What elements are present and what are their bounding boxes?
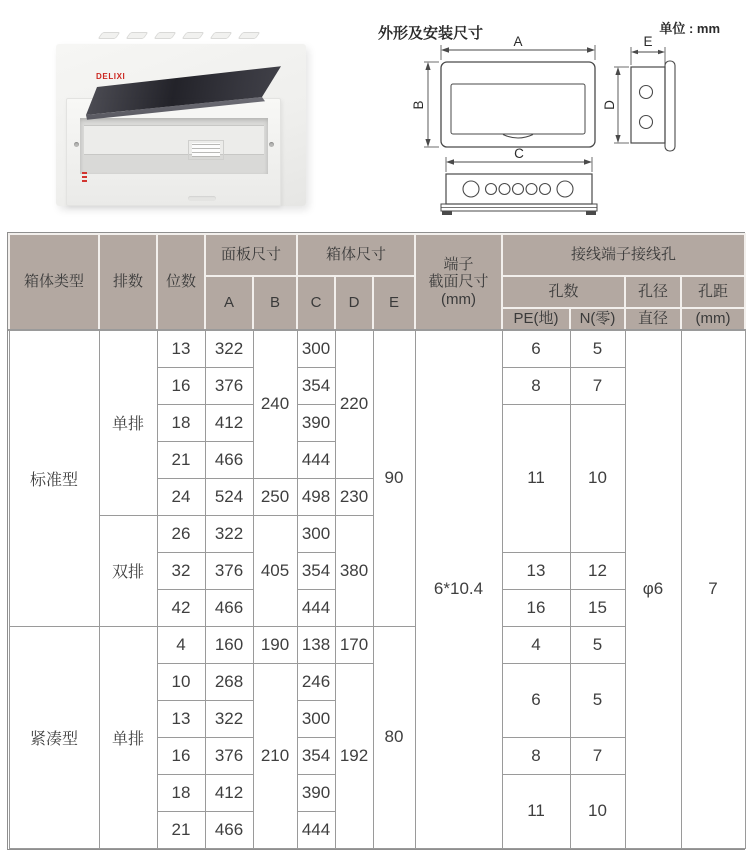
header-box-type: 箱体类型	[9, 234, 99, 330]
dimension-d	[602, 67, 629, 143]
spec-cell: 466	[205, 811, 253, 848]
diagram-title: 外形及安装尺寸	[378, 25, 484, 42]
table-header	[9, 234, 745, 330]
spec-cell: 16	[157, 737, 205, 774]
header-row-count: 排数	[99, 234, 157, 330]
screw-icon	[74, 142, 79, 147]
spec-cell: 444	[297, 811, 335, 848]
terminal-size-line2: 截面尺寸	[428, 273, 489, 291]
header-hole-pitch: 孔距	[681, 276, 745, 308]
section-standard: 标准型	[9, 330, 99, 626]
spec-cell: 7	[570, 737, 625, 774]
spec-cell: 10	[157, 663, 205, 700]
spec-cell: 412	[205, 774, 253, 811]
product-photo	[38, 26, 338, 218]
hole-diameter-cell: φ6	[625, 330, 681, 848]
spec-cell: 5	[570, 330, 625, 367]
spec-cell: 322	[205, 700, 253, 737]
header-hole-diameter: 孔径	[625, 276, 681, 308]
spec-cell: 376	[205, 737, 253, 774]
spec-cell: 26	[157, 515, 205, 552]
spec-cell: 376	[205, 367, 253, 404]
spec-cell: 240	[253, 330, 297, 478]
spec-cell: 12	[570, 552, 625, 589]
spec-cell: 80	[373, 626, 415, 848]
spec-cell: 412	[205, 404, 253, 441]
header-dim-a: A	[205, 276, 253, 330]
table-row	[9, 330, 745, 367]
spec-cell: 16	[157, 367, 205, 404]
spec-cell: 21	[157, 811, 205, 848]
spec-cell: 246	[297, 663, 335, 700]
spec-cell: 13	[157, 700, 205, 737]
spec-cell: 24	[157, 478, 205, 515]
spec-cell: 466	[205, 589, 253, 626]
spec-cell: 4	[502, 626, 570, 663]
header-dim-e: E	[373, 276, 415, 330]
spec-cell: 444	[297, 441, 335, 478]
spec-cell: 5	[570, 626, 625, 663]
spec-cell: 220	[335, 330, 373, 478]
knockout-slot	[154, 32, 177, 39]
spec-cell: 13	[157, 330, 205, 367]
spec-cell: 15	[570, 589, 625, 626]
spec-cell: 13	[502, 552, 570, 589]
spec-cell: 21	[157, 441, 205, 478]
header-diameter: 直径	[625, 308, 681, 330]
spec-cell: 354	[297, 737, 335, 774]
spec-cell: 6	[502, 663, 570, 737]
spec-cell: 322	[205, 330, 253, 367]
header-pe: PE(地)	[502, 308, 570, 330]
dim-c-label: C	[514, 146, 524, 161]
header-panel-size: 面板尺寸	[205, 234, 297, 276]
spec-cell: 466	[205, 441, 253, 478]
spec-cell: 444	[297, 589, 335, 626]
section-compact: 紧凑型	[9, 626, 99, 848]
spec-table	[8, 233, 746, 849]
spec-cell: 160	[205, 626, 253, 663]
dimension-b	[411, 62, 439, 147]
header-dim-c: C	[297, 276, 335, 330]
spec-cell: 524	[205, 478, 253, 515]
dim-d-label: D	[602, 100, 617, 110]
spec-cell: 11	[502, 774, 570, 848]
knockout-slot	[98, 32, 121, 39]
spec-cell: 300	[297, 700, 335, 737]
spec-cell: 390	[297, 774, 335, 811]
spec-cell: 138	[297, 626, 335, 663]
spec-cell: 192	[335, 663, 373, 848]
spec-cell: 322	[205, 515, 253, 552]
spec-cell: 6	[502, 330, 570, 367]
knockout-slot	[238, 32, 261, 39]
spec-cell: 8	[502, 367, 570, 404]
table-body	[9, 330, 745, 848]
spec-cell: 42	[157, 589, 205, 626]
spec-cell: 16	[502, 589, 570, 626]
spec-cell: 376	[205, 552, 253, 589]
product-label-sticker	[188, 140, 224, 160]
brand-logo: DELIXI	[96, 72, 126, 81]
spec-cell: 380	[335, 515, 373, 626]
knockout-slot	[126, 32, 149, 39]
front-view	[441, 62, 595, 147]
rows-single: 单排	[99, 330, 157, 515]
header-terminal-size	[415, 234, 502, 330]
header-dim-d: D	[335, 276, 373, 330]
spec-cell: 190	[253, 626, 297, 663]
red-marking	[82, 172, 87, 184]
din-rail	[84, 125, 264, 155]
rows-double: 双排	[99, 515, 157, 626]
header-hole-count: 孔数	[502, 276, 625, 308]
spec-cell: 7	[570, 367, 625, 404]
spec-cell: 170	[335, 626, 373, 663]
door-handle-notch	[188, 196, 216, 201]
header-pitch-unit: (mm)	[681, 308, 745, 330]
spec-cell: 5	[570, 663, 625, 737]
spec-cell: 210	[253, 663, 297, 848]
spec-cell: 354	[297, 552, 335, 589]
spec-table-wrap	[7, 232, 745, 850]
spec-cell: 268	[205, 663, 253, 700]
spec-cell: 8	[502, 737, 570, 774]
terminal-size-line3: (mm)	[441, 290, 476, 308]
terminal-size-line1: 端子	[443, 256, 474, 274]
dim-e-label: E	[643, 34, 653, 49]
bottom-view	[441, 174, 597, 215]
unit-label: 单位 : mm	[659, 21, 720, 36]
spec-cell: 250	[253, 478, 297, 515]
dimension-c	[446, 146, 592, 172]
spec-cell: 390	[297, 404, 335, 441]
header-wiring-holes: 接线端子接线孔	[502, 234, 745, 276]
spec-cell: 300	[297, 330, 335, 367]
knockout-slot	[210, 32, 233, 39]
rows-single: 单排	[99, 626, 157, 848]
spec-cell: 405	[253, 515, 297, 626]
spec-cell: 18	[157, 404, 205, 441]
spec-cell: 90	[373, 330, 415, 626]
header-dim-b: B	[253, 276, 297, 330]
dim-b-label: B	[411, 100, 426, 110]
spec-cell: 10	[570, 404, 625, 552]
dimension-e	[631, 34, 665, 65]
spec-cell: 300	[297, 515, 335, 552]
spec-cell: 498	[297, 478, 335, 515]
spec-cell: 11	[502, 404, 570, 552]
side-view	[631, 61, 675, 151]
screw-icon	[269, 142, 274, 147]
terminal-size-cell: 6*10.4	[415, 330, 502, 848]
hole-pitch-cell: 7	[681, 330, 745, 848]
spec-cell: 32	[157, 552, 205, 589]
spec-cell: 18	[157, 774, 205, 811]
spec-cell: 230	[335, 478, 373, 515]
spec-cell: 354	[297, 367, 335, 404]
spec-cell: 10	[570, 774, 625, 848]
knockout-slot	[182, 32, 205, 39]
dimension-diagram	[366, 10, 750, 225]
spec-cell: 4	[157, 626, 205, 663]
header-positions: 位数	[157, 234, 205, 330]
header-box-size: 箱体尺寸	[297, 234, 415, 276]
header-n: N(零)	[570, 308, 625, 330]
dim-a-label: A	[513, 34, 523, 49]
